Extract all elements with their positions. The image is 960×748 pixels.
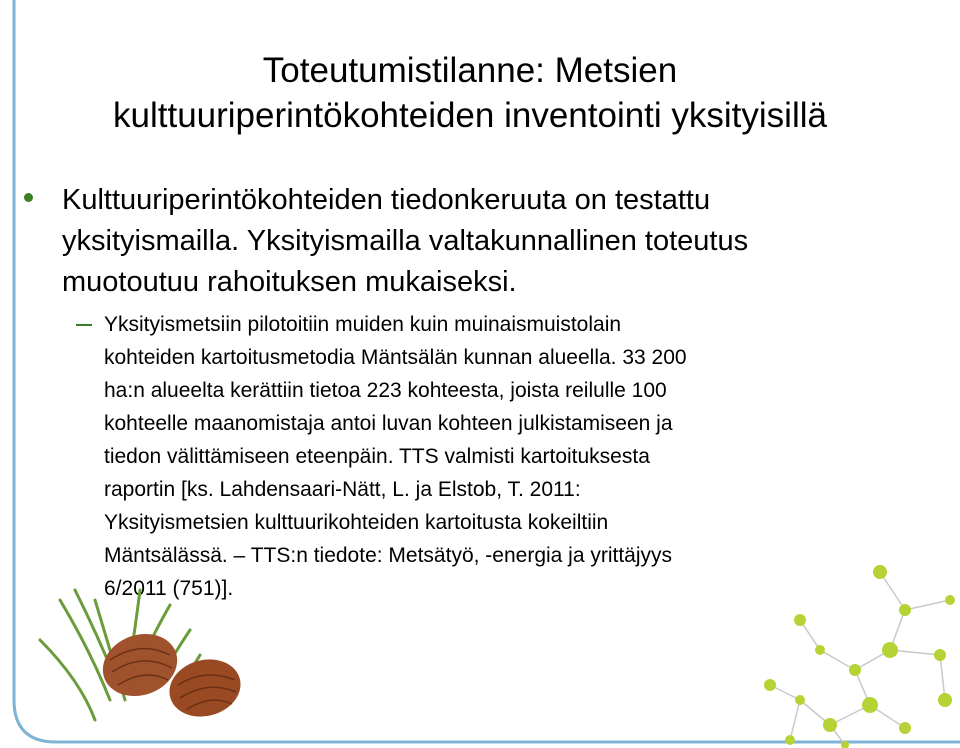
bullet-line: muotoutuu rahoituksen mukaiseksi. <box>62 266 517 298</box>
subbullet-line: 6/2011 (751)]. <box>104 577 234 600</box>
subbullet-line: ha:n alueelta kerättiin tietoa 223 kohteesta, joista reilulle 100 <box>104 379 667 402</box>
subbullet-line: Yksityismetsien kulttuurikohteiden kartoitusta kokeiltiin <box>104 511 609 534</box>
subbullet-line: raportin [ks. Lahdensaari-Nätt, L. ja Elstob, T. 2011: <box>104 478 581 501</box>
bullet-line: Kulttuuriperintökohteiden tiedonkeruuta on testattu <box>62 184 711 216</box>
subbullet-line: kohteelle maanomistaja antoi luvan kohteen julkistamiseen ja <box>104 412 673 435</box>
subbullet-line: Yksityismetsiin pilotoitiin muiden kuin muinaismuistolain <box>104 313 622 336</box>
subbullet-line: Mäntsälässä. – TTS:n tiedote: Metsätyö, -energia ja yrittäjyys <box>104 544 673 567</box>
subbullet-line: kohteiden kartoitusmetodia Mäntsälän kunnan alueella. 33 200 <box>104 346 687 369</box>
bullet-line: yksityismailla. Yksityismailla valtakunnallinen toteutus <box>62 225 749 257</box>
title-line: Toteutumistilanne: Metsien <box>262 51 678 90</box>
subbullet-line: tiedon välittämiseen eteenpäin. TTS valmisti kartoituksesta <box>104 445 650 468</box>
title-line: kulttuuriperintökohteiden inventointi yksityisillä <box>113 96 827 135</box>
